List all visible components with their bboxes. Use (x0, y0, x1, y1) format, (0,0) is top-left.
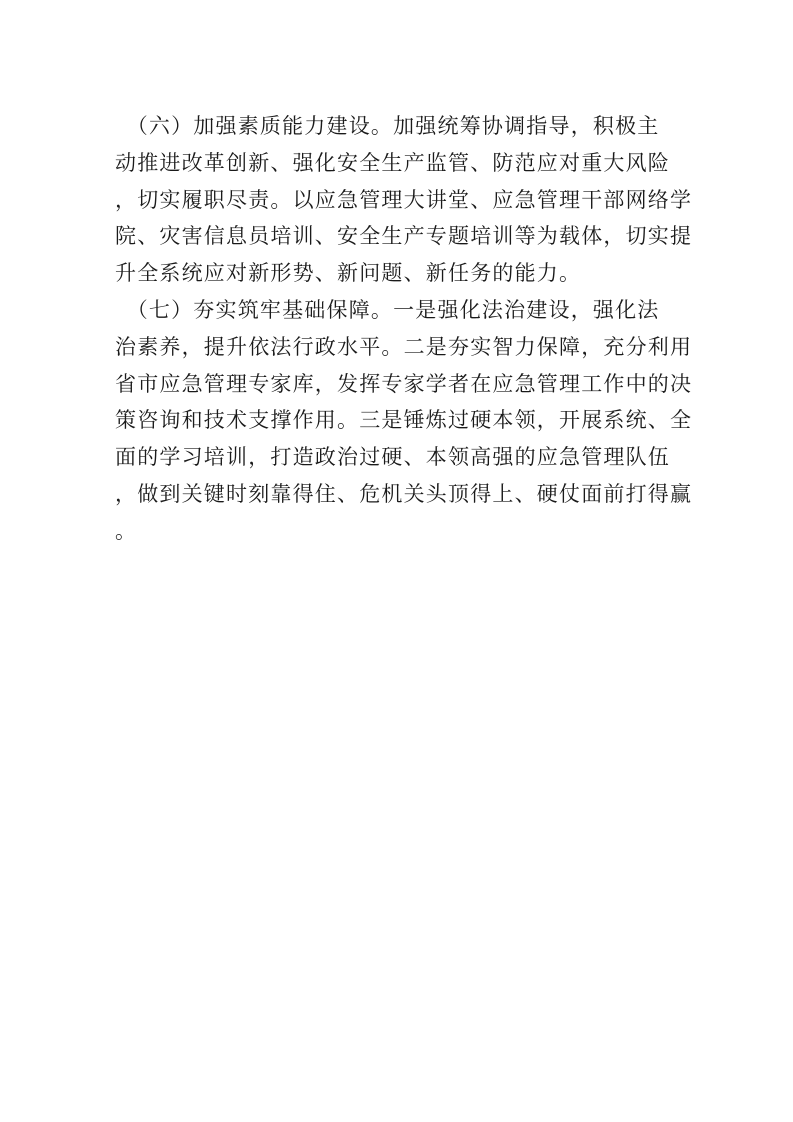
text-line-4: 院、灾害信息员培训、安全生产专题培训等为载体，切实提 (115, 224, 693, 249)
text-line-11: ，做到关键时刻靠得住、危机关头顶得上、硬仗面前打得赢 (115, 481, 693, 506)
text-line-2: 动推进改革创新、强化安全生产监管、防范应对重大风险 (115, 150, 670, 175)
text-line-12: 。 (115, 518, 138, 543)
text-line-10: 面的学习培训，打造政治过硬、本领高强的应急管理队伍 (115, 445, 670, 470)
text-line-7: 治素养，提升依法行政水平。二是夯实智力保障，充分利用 (115, 334, 693, 359)
body-text (115, 108, 693, 550)
text-line-3: ，切实履职尽责。以应急管理大讲堂、应急管理干部网络学 (115, 187, 693, 212)
text-line-1: （六）加强素质能力建设。加强统筹协调指导，积极主 (115, 114, 660, 138)
text-line-9: 策咨询和技术支撑作用。三是锤炼过硬本领，开展系统、全 (115, 408, 693, 433)
text-line-6: （七）夯实筑牢基础保障。一是强化法治建设，强化法 (115, 297, 660, 322)
text-line-5: 升全系统应对新形势、新问题、新任务的能力。 (115, 261, 582, 286)
text-line-8: 省市应急管理专家库，发挥专家学者在应急管理工作中的决 (115, 371, 693, 396)
